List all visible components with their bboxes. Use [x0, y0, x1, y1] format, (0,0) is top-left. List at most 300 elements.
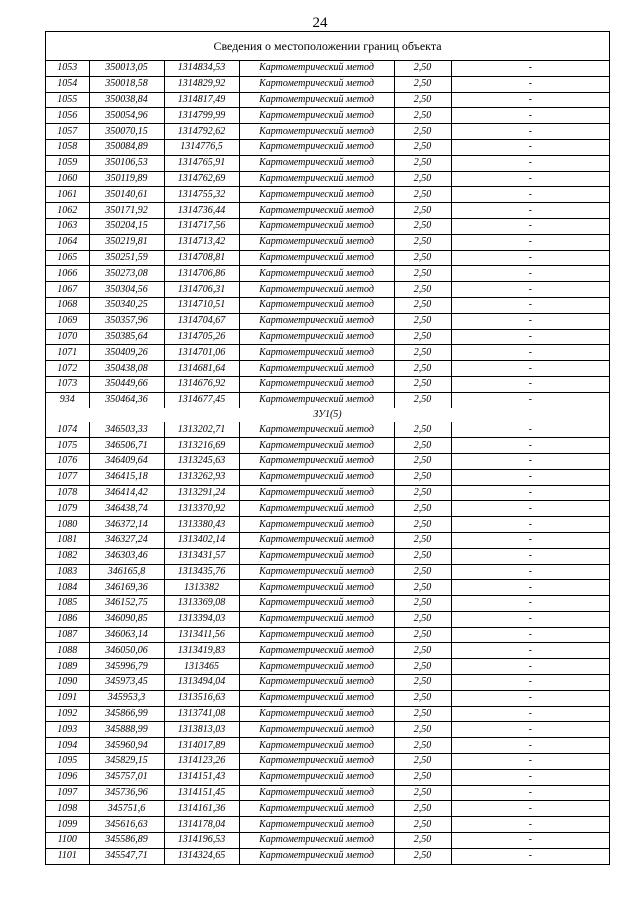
accuracy-cell: 2,50 — [394, 282, 451, 298]
x-coordinate-cell: 350106,53 — [89, 155, 164, 171]
point-number-cell: 1077 — [46, 469, 89, 485]
method-cell: Картометрический метод — [239, 722, 394, 738]
y-coordinate-cell: 1314676,92 — [164, 376, 239, 392]
accuracy-cell: 2,50 — [394, 627, 451, 643]
accuracy-cell: 2,50 — [394, 329, 451, 345]
point-number-cell: 1079 — [46, 501, 89, 517]
x-coordinate-cell: 350409,26 — [89, 345, 164, 361]
y-coordinate-cell: 1314677,45 — [164, 392, 239, 407]
note-cell: - — [451, 139, 609, 155]
note-cell: - — [451, 769, 609, 785]
note-cell: - — [451, 453, 609, 469]
table-row — [46, 690, 609, 706]
y-coordinate-cell: 1314817,49 — [164, 92, 239, 108]
x-coordinate-cell: 346327,24 — [89, 532, 164, 548]
method-cell: Картометрический метод — [239, 532, 394, 548]
y-coordinate-cell: 1314151,43 — [164, 769, 239, 785]
note-cell: - — [451, 548, 609, 564]
x-coordinate-cell: 350385,64 — [89, 329, 164, 345]
accuracy-cell: 2,50 — [394, 722, 451, 738]
table-row — [46, 392, 609, 407]
table-row — [46, 76, 609, 92]
accuracy-cell: 2,50 — [394, 453, 451, 469]
point-number-cell: 1084 — [46, 580, 89, 596]
note-cell: - — [451, 659, 609, 675]
table-row — [46, 611, 609, 627]
accuracy-cell: 2,50 — [394, 155, 451, 171]
y-coordinate-cell: 1314705,26 — [164, 329, 239, 345]
note-cell: - — [451, 345, 609, 361]
method-cell: Картометрический метод — [239, 501, 394, 517]
method-cell: Картометрический метод — [239, 485, 394, 501]
table-row — [46, 564, 609, 580]
method-cell: Картометрический метод — [239, 218, 394, 234]
accuracy-cell: 2,50 — [394, 218, 451, 234]
point-number-cell: 1075 — [46, 438, 89, 454]
table-row — [46, 266, 609, 282]
table-row — [46, 124, 609, 140]
point-number-cell: 1091 — [46, 690, 89, 706]
table-row — [46, 675, 609, 691]
x-coordinate-cell: 346438,74 — [89, 501, 164, 517]
point-number-cell: 1093 — [46, 722, 89, 738]
method-cell: Картометрический метод — [239, 754, 394, 770]
note-cell: - — [451, 785, 609, 801]
y-coordinate-cell: 1314706,86 — [164, 266, 239, 282]
y-coordinate-cell: 1314776,5 — [164, 139, 239, 155]
table-row — [46, 754, 609, 770]
note-cell: - — [451, 532, 609, 548]
note-cell: - — [451, 564, 609, 580]
point-number-cell: 1064 — [46, 234, 89, 250]
accuracy-cell: 2,50 — [394, 611, 451, 627]
table-row — [46, 848, 609, 863]
point-number-cell: 934 — [46, 392, 89, 407]
accuracy-cell: 2,50 — [394, 785, 451, 801]
method-cell: Картометрический метод — [239, 675, 394, 691]
accuracy-cell: 2,50 — [394, 438, 451, 454]
point-number-cell: 1055 — [46, 92, 89, 108]
point-number-cell: 1068 — [46, 297, 89, 313]
method-cell: Картометрический метод — [239, 250, 394, 266]
note-cell: - — [451, 282, 609, 298]
table-row — [46, 769, 609, 785]
page-number: 24 — [312, 15, 328, 31]
note-cell: - — [451, 329, 609, 345]
y-coordinate-cell: 1313435,76 — [164, 564, 239, 580]
method-cell: Картометрический метод — [239, 438, 394, 454]
y-coordinate-cell: 1313380,43 — [164, 517, 239, 533]
note-cell: - — [451, 234, 609, 250]
point-number-cell: 1090 — [46, 675, 89, 691]
y-coordinate-cell: 1314755,32 — [164, 187, 239, 203]
table-row — [46, 833, 609, 849]
x-coordinate-cell: 350357,96 — [89, 313, 164, 329]
x-coordinate-cell: 346503,33 — [89, 422, 164, 437]
point-number-cell: 1094 — [46, 738, 89, 754]
method-cell: Картометрический метод — [239, 611, 394, 627]
table-row — [46, 234, 609, 250]
table-row — [46, 187, 609, 203]
x-coordinate-cell: 350013,05 — [89, 61, 164, 76]
method-cell: Картометрический метод — [239, 469, 394, 485]
method-cell: Картометрический метод — [239, 313, 394, 329]
y-coordinate-cell: 1313262,93 — [164, 469, 239, 485]
note-cell: - — [451, 754, 609, 770]
table-title: Сведения о местоположении границ объекта — [46, 32, 609, 61]
note-cell: - — [451, 627, 609, 643]
point-number-cell: 1071 — [46, 345, 89, 361]
y-coordinate-cell: 1314701,06 — [164, 345, 239, 361]
point-number-cell: 1082 — [46, 548, 89, 564]
point-number-cell: 1062 — [46, 203, 89, 219]
y-coordinate-cell: 1313402,14 — [164, 532, 239, 548]
y-coordinate-cell: 1313369,08 — [164, 596, 239, 612]
accuracy-cell: 2,50 — [394, 833, 451, 849]
accuracy-cell: 2,50 — [394, 250, 451, 266]
note-cell: - — [451, 218, 609, 234]
x-coordinate-cell: 345973,45 — [89, 675, 164, 691]
note-cell: - — [451, 124, 609, 140]
note-cell: - — [451, 203, 609, 219]
accuracy-cell: 2,50 — [394, 313, 451, 329]
x-coordinate-cell: 346372,14 — [89, 517, 164, 533]
x-coordinate-cell: 346090,85 — [89, 611, 164, 627]
x-coordinate-cell: 346414,42 — [89, 485, 164, 501]
y-coordinate-cell: 1313370,92 — [164, 501, 239, 517]
note-cell: - — [451, 266, 609, 282]
table-row — [46, 345, 609, 361]
x-coordinate-cell: 346050,06 — [89, 643, 164, 659]
point-number-cell: 1067 — [46, 282, 89, 298]
table-body-part1 — [46, 61, 609, 408]
accuracy-cell: 2,50 — [394, 754, 451, 770]
x-coordinate-cell: 345996,79 — [89, 659, 164, 675]
point-number-cell: 1099 — [46, 817, 89, 833]
method-cell: Картометрический метод — [239, 817, 394, 833]
point-number-cell: 1060 — [46, 171, 89, 187]
point-number-cell: 1087 — [46, 627, 89, 643]
x-coordinate-cell: 346152,75 — [89, 596, 164, 612]
accuracy-cell: 2,50 — [394, 203, 451, 219]
accuracy-cell: 2,50 — [394, 485, 451, 501]
table-row — [46, 706, 609, 722]
x-coordinate-cell: 350449,66 — [89, 376, 164, 392]
point-number-cell: 1089 — [46, 659, 89, 675]
x-coordinate-cell: 350119,89 — [89, 171, 164, 187]
note-cell: - — [451, 297, 609, 313]
method-cell: Картометрический метод — [239, 548, 394, 564]
x-coordinate-cell: 345751,6 — [89, 801, 164, 817]
accuracy-cell: 2,50 — [394, 501, 451, 517]
y-coordinate-cell: 1313741,08 — [164, 706, 239, 722]
accuracy-cell: 2,50 — [394, 801, 451, 817]
x-coordinate-cell: 350464,36 — [89, 392, 164, 407]
accuracy-cell: 2,50 — [394, 469, 451, 485]
accuracy-cell: 2,50 — [394, 817, 451, 833]
accuracy-cell: 2,50 — [394, 564, 451, 580]
y-coordinate-cell: 1313382 — [164, 580, 239, 596]
method-cell: Картометрический метод — [239, 345, 394, 361]
x-coordinate-cell: 350070,15 — [89, 124, 164, 140]
point-number-cell: 1092 — [46, 706, 89, 722]
note-cell: - — [451, 155, 609, 171]
method-cell: Картометрический метод — [239, 706, 394, 722]
note-cell: - — [451, 438, 609, 454]
note-cell: - — [451, 376, 609, 392]
note-cell: - — [451, 580, 609, 596]
x-coordinate-cell: 345586,89 — [89, 833, 164, 849]
x-coordinate-cell: 350084,89 — [89, 139, 164, 155]
method-cell: Картометрический метод — [239, 76, 394, 92]
x-coordinate-cell: 345736,96 — [89, 785, 164, 801]
x-coordinate-cell: 350273,08 — [89, 266, 164, 282]
table-row — [46, 548, 609, 564]
x-coordinate-cell: 345960,94 — [89, 738, 164, 754]
method-cell: Картометрический метод — [239, 422, 394, 437]
point-number-cell: 1098 — [46, 801, 89, 817]
x-coordinate-cell: 345829,15 — [89, 754, 164, 770]
y-coordinate-cell: 1314706,31 — [164, 282, 239, 298]
method-cell: Картометрический метод — [239, 690, 394, 706]
table-row — [46, 659, 609, 675]
y-coordinate-cell: 1313245,63 — [164, 453, 239, 469]
point-number-cell: 1054 — [46, 76, 89, 92]
method-cell: Картометрический метод — [239, 108, 394, 124]
point-number-cell: 1074 — [46, 422, 89, 437]
table-row — [46, 596, 609, 612]
note-cell: - — [451, 833, 609, 849]
method-cell: Картометрический метод — [239, 266, 394, 282]
method-cell: Картометрический метод — [239, 329, 394, 345]
point-number-cell: 1056 — [46, 108, 89, 124]
table-row — [46, 203, 609, 219]
method-cell: Картометрический метод — [239, 155, 394, 171]
method-cell: Картометрический метод — [239, 596, 394, 612]
y-coordinate-cell: 1314151,45 — [164, 785, 239, 801]
note-cell: - — [451, 485, 609, 501]
point-number-cell: 1088 — [46, 643, 89, 659]
y-coordinate-cell: 1314710,51 — [164, 297, 239, 313]
table-row — [46, 218, 609, 234]
note-cell: - — [451, 250, 609, 266]
x-coordinate-cell: 350054,96 — [89, 108, 164, 124]
method-cell: Картометрический метод — [239, 92, 394, 108]
method-cell: Картометрический метод — [239, 187, 394, 203]
method-cell: Картометрический метод — [239, 282, 394, 298]
method-cell: Картометрический метод — [239, 139, 394, 155]
y-coordinate-cell: 1314834,53 — [164, 61, 239, 76]
y-coordinate-cell: 1313394,03 — [164, 611, 239, 627]
note-cell: - — [451, 92, 609, 108]
y-coordinate-cell: 1314713,42 — [164, 234, 239, 250]
y-coordinate-cell: 1314123,26 — [164, 754, 239, 770]
note-cell: - — [451, 171, 609, 187]
section-row — [46, 408, 609, 423]
table-row — [46, 532, 609, 548]
point-number-cell: 1081 — [46, 532, 89, 548]
x-coordinate-cell: 345547,71 — [89, 848, 164, 863]
note-cell: - — [451, 643, 609, 659]
accuracy-cell: 2,50 — [394, 769, 451, 785]
note-cell: - — [451, 801, 609, 817]
y-coordinate-cell: 1313813,03 — [164, 722, 239, 738]
y-coordinate-cell: 1313465 — [164, 659, 239, 675]
point-number-cell: 1097 — [46, 785, 89, 801]
method-cell: Картометрический метод — [239, 297, 394, 313]
note-cell: - — [451, 313, 609, 329]
table-row — [46, 785, 609, 801]
note-cell: - — [451, 675, 609, 691]
method-cell: Картометрический метод — [239, 376, 394, 392]
method-cell: Картометрический метод — [239, 124, 394, 140]
point-number-cell: 1086 — [46, 611, 89, 627]
y-coordinate-cell: 1314017,89 — [164, 738, 239, 754]
point-number-cell: 1096 — [46, 769, 89, 785]
method-cell: Картометрический метод — [239, 738, 394, 754]
point-number-cell: 1066 — [46, 266, 89, 282]
note-cell: - — [451, 501, 609, 517]
x-coordinate-cell: 345888,99 — [89, 722, 164, 738]
table-row — [46, 485, 609, 501]
accuracy-cell: 2,50 — [394, 659, 451, 675]
accuracy-cell: 2,50 — [394, 532, 451, 548]
table-row — [46, 438, 609, 454]
x-coordinate-cell: 345866,99 — [89, 706, 164, 722]
y-coordinate-cell: 1313419,83 — [164, 643, 239, 659]
table-body-part2 — [46, 422, 609, 863]
table-row — [46, 469, 609, 485]
method-cell: Картометрический метод — [239, 392, 394, 407]
x-coordinate-cell: 350251,59 — [89, 250, 164, 266]
y-coordinate-cell: 1314178,04 — [164, 817, 239, 833]
section-label: ЗУ1(5) — [313, 408, 342, 420]
y-coordinate-cell: 1313202,71 — [164, 422, 239, 437]
point-number-cell: 1076 — [46, 453, 89, 469]
point-number-cell: 1085 — [46, 596, 89, 612]
table-row — [46, 722, 609, 738]
method-cell: Картометрический метод — [239, 580, 394, 596]
accuracy-cell: 2,50 — [394, 580, 451, 596]
table-row — [46, 580, 609, 596]
accuracy-cell: 2,50 — [394, 643, 451, 659]
method-cell: Картометрический метод — [239, 61, 394, 76]
point-number-cell: 1059 — [46, 155, 89, 171]
table-row — [46, 329, 609, 345]
x-coordinate-cell: 350038,84 — [89, 92, 164, 108]
x-coordinate-cell: 350140,61 — [89, 187, 164, 203]
point-number-cell: 1078 — [46, 485, 89, 501]
table-row — [46, 361, 609, 377]
accuracy-cell: 2,50 — [394, 76, 451, 92]
method-cell: Картометрический метод — [239, 659, 394, 675]
accuracy-cell: 2,50 — [394, 848, 451, 863]
note-cell: - — [451, 469, 609, 485]
method-cell: Картометрический метод — [239, 203, 394, 219]
x-coordinate-cell: 350438,08 — [89, 361, 164, 377]
table-row — [46, 738, 609, 754]
table-row — [46, 92, 609, 108]
y-coordinate-cell: 1314681,64 — [164, 361, 239, 377]
note-cell: - — [451, 722, 609, 738]
y-coordinate-cell: 1314717,56 — [164, 218, 239, 234]
x-coordinate-cell: 346063,14 — [89, 627, 164, 643]
boundary-table — [45, 31, 610, 865]
x-coordinate-cell: 346506,71 — [89, 438, 164, 454]
method-cell: Картометрический метод — [239, 564, 394, 580]
accuracy-cell: 2,50 — [394, 171, 451, 187]
method-cell: Картометрический метод — [239, 769, 394, 785]
accuracy-cell: 2,50 — [394, 124, 451, 140]
point-number-cell: 1065 — [46, 250, 89, 266]
table-row — [46, 517, 609, 533]
y-coordinate-cell: 1313291,24 — [164, 485, 239, 501]
note-cell: - — [451, 706, 609, 722]
y-coordinate-cell: 1314736,44 — [164, 203, 239, 219]
point-number-cell: 1069 — [46, 313, 89, 329]
accuracy-cell: 2,50 — [394, 422, 451, 437]
note-cell: - — [451, 517, 609, 533]
x-coordinate-cell: 346415,18 — [89, 469, 164, 485]
note-cell: - — [451, 422, 609, 437]
y-coordinate-cell: 1314829,92 — [164, 76, 239, 92]
method-cell: Картометрический метод — [239, 453, 394, 469]
accuracy-cell: 2,50 — [394, 187, 451, 203]
accuracy-cell: 2,50 — [394, 675, 451, 691]
point-number-cell: 1080 — [46, 517, 89, 533]
table-row — [46, 453, 609, 469]
y-coordinate-cell: 1313411,56 — [164, 627, 239, 643]
point-number-cell: 1061 — [46, 187, 89, 203]
note-cell: - — [451, 392, 609, 407]
accuracy-cell: 2,50 — [394, 517, 451, 533]
table-row — [46, 250, 609, 266]
accuracy-cell: 2,50 — [394, 345, 451, 361]
y-coordinate-cell: 1314161,36 — [164, 801, 239, 817]
x-coordinate-cell: 346409,64 — [89, 453, 164, 469]
accuracy-cell: 2,50 — [394, 706, 451, 722]
accuracy-cell: 2,50 — [394, 108, 451, 124]
table-row — [46, 282, 609, 298]
point-number-cell: 1053 — [46, 61, 89, 76]
x-coordinate-cell: 350018,58 — [89, 76, 164, 92]
x-coordinate-cell: 350304,56 — [89, 282, 164, 298]
point-number-cell: 1101 — [46, 848, 89, 863]
method-cell: Картометрический метод — [239, 517, 394, 533]
table-row — [46, 376, 609, 392]
y-coordinate-cell: 1313494,04 — [164, 675, 239, 691]
point-number-cell: 1057 — [46, 124, 89, 140]
accuracy-cell: 2,50 — [394, 297, 451, 313]
point-number-cell: 1058 — [46, 139, 89, 155]
method-cell: Картометрический метод — [239, 833, 394, 849]
table-row — [46, 297, 609, 313]
x-coordinate-cell: 346303,46 — [89, 548, 164, 564]
note-cell: - — [451, 611, 609, 627]
table-row — [46, 501, 609, 517]
x-coordinate-cell: 345616,63 — [89, 817, 164, 833]
x-coordinate-cell: 350219,81 — [89, 234, 164, 250]
method-cell: Картометрический метод — [239, 643, 394, 659]
x-coordinate-cell: 350171,92 — [89, 203, 164, 219]
method-cell: Картометрический метод — [239, 801, 394, 817]
table-row — [46, 801, 609, 817]
y-coordinate-cell: 1314765,91 — [164, 155, 239, 171]
point-number-cell: 1095 — [46, 754, 89, 770]
method-cell: Картометрический метод — [239, 627, 394, 643]
note-cell: - — [451, 187, 609, 203]
note-cell: - — [451, 76, 609, 92]
